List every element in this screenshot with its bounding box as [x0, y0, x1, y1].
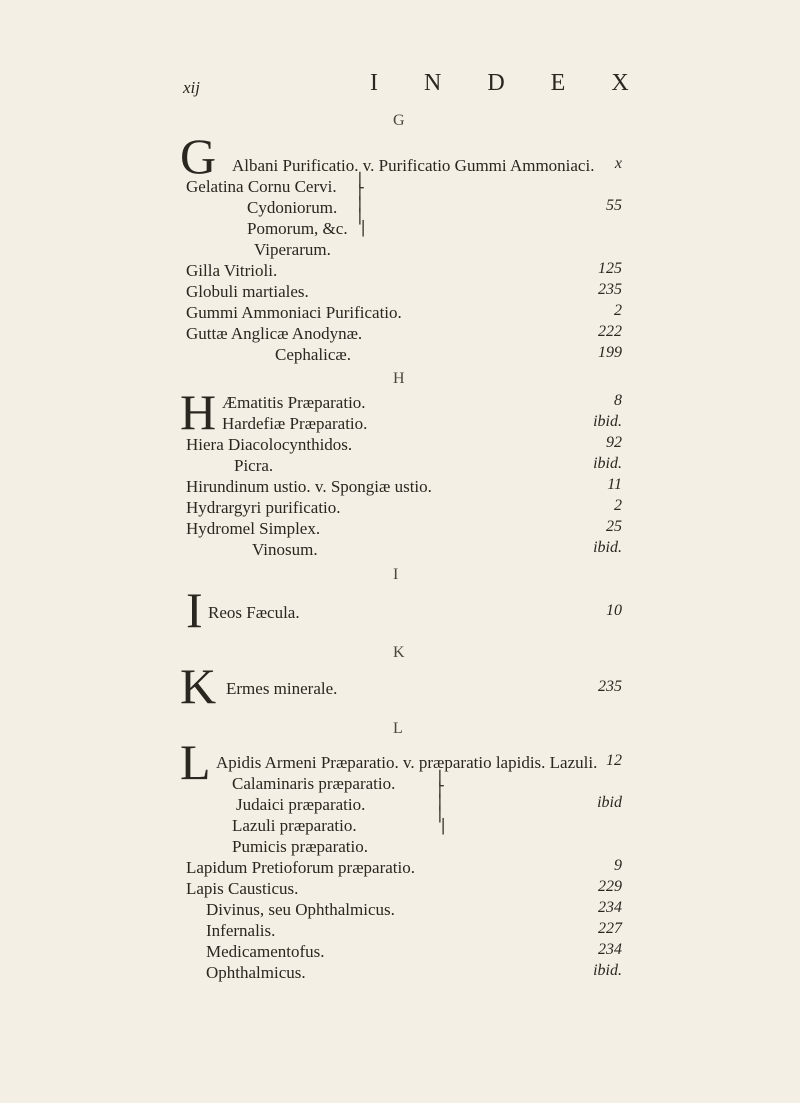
brace-l: ⎣ ⎢ ⎢ ⎢ ⎥ — [438, 772, 445, 835]
page-h-7: ibid. — [593, 539, 622, 556]
page-h-6: 25 — [606, 518, 622, 535]
section-letter-g: G — [393, 112, 405, 129]
page-h-5: 2 — [614, 497, 622, 514]
page-g-9: 199 — [598, 344, 622, 361]
page-l-0: 12 — [606, 752, 622, 769]
entry-g-7: Gummi Ammoniaci Purificatio. — [186, 303, 402, 322]
entry-g-1: Gelatina Cornu Cervi. — [186, 177, 337, 196]
initial-k: K — [180, 658, 217, 714]
section-letter-k: K — [393, 644, 405, 661]
entry-l-7: Divinus, seu Ophthalmicus. — [206, 900, 395, 919]
page-l-9: 234 — [598, 941, 622, 958]
entry-l-8: Infernalis. — [206, 921, 276, 940]
page-i-0: 10 — [606, 602, 622, 619]
page-l-5: 9 — [614, 857, 622, 874]
entry-i-0: Reos Fæcula. — [208, 603, 300, 622]
entry-g-5: Gilla Vitrioli. — [186, 261, 278, 280]
entry-g-4: Viperarum. — [254, 240, 331, 259]
entry-g-3: Pomorum, &c. — [247, 219, 348, 238]
section-letter-i: I — [393, 566, 399, 583]
initial-g: G — [180, 128, 217, 184]
page-l-10: ibid. — [593, 962, 622, 979]
entry-h-7: Vinosum. — [252, 540, 318, 559]
page-k-0: 235 — [598, 678, 622, 695]
entry-h-3: Picra. — [234, 456, 274, 475]
page-g-5: 125 — [598, 260, 622, 277]
page-h-4: 11 — [607, 476, 622, 493]
entry-h-1: Hardefiæ Præparatio. — [222, 414, 368, 433]
entry-l-9: Medicamentofus. — [206, 942, 325, 961]
page-l-2: ibid — [597, 794, 622, 811]
page-l-8: 227 — [598, 920, 622, 937]
entry-l-5: Lapidum Pretioforum præparatio. — [186, 858, 415, 877]
page-h-2: 92 — [606, 434, 622, 451]
page-h-0: 8 — [614, 392, 622, 409]
page-h-3: ibid. — [593, 455, 622, 472]
folio: xij — [183, 78, 200, 97]
entry-g-6: Globuli martiales. — [186, 282, 309, 301]
entry-l-1: Calaminaris præparatio. — [232, 774, 396, 793]
entry-g-8: Guttæ Anglicæ Anodynæ. — [186, 324, 363, 343]
section-letter-h: H — [393, 370, 405, 387]
entry-l-6: Lapis Causticus. — [186, 879, 299, 898]
entry-l-3: Lazuli præparatio. — [232, 816, 357, 835]
page-g-8: 222 — [598, 323, 622, 340]
entry-l-10: Ophthalmicus. — [206, 963, 306, 982]
entry-l-4: Pumicis præparatio. — [232, 837, 368, 856]
entry-l-0: Apidis Armeni Præparatio. v. præparatio lapidis. Lazuli. — [216, 753, 598, 772]
page-g-7: 2 — [614, 302, 622, 319]
entry-g-2: Cydoniorum. — [247, 198, 338, 217]
page-l-6: 229 — [598, 878, 622, 895]
page-g-6: 235 — [598, 281, 622, 298]
entry-k-0: Ermes minerale. — [226, 679, 338, 698]
section-letter-l: L — [393, 720, 403, 737]
page-g-0: x — [614, 155, 622, 172]
initial-h: H — [180, 384, 217, 440]
entry-h-4: Hirundinum ustio. v. Spongiæ ustio. — [186, 477, 432, 496]
initial-i: I — [186, 582, 203, 638]
page-g-2: 55 — [606, 197, 622, 214]
entry-h-5: Hydrargyri purificatio. — [186, 498, 341, 517]
running-head: I N D E X — [370, 70, 649, 96]
entry-h-6: Hydromel Simplex. — [186, 519, 321, 538]
entry-h-0: Æmatitis Præparatio. — [222, 393, 366, 412]
page-l-7: 234 — [598, 899, 622, 916]
entry-g-0: Albani Purificatio. v. Purificatio Gummi Ammoniaci. — [232, 156, 595, 175]
page-h-1: ibid. — [593, 413, 622, 430]
brace-g: ⎣ ⎢ ⎢ ⎢ ⎥ — [358, 174, 365, 237]
initial-l: L — [180, 734, 211, 790]
entry-h-2: Hiera Diacolocynthidos. — [186, 435, 353, 454]
entry-l-2: Judaici præparatio. — [236, 795, 366, 814]
entry-g-9: Cephalicæ. — [275, 345, 352, 364]
